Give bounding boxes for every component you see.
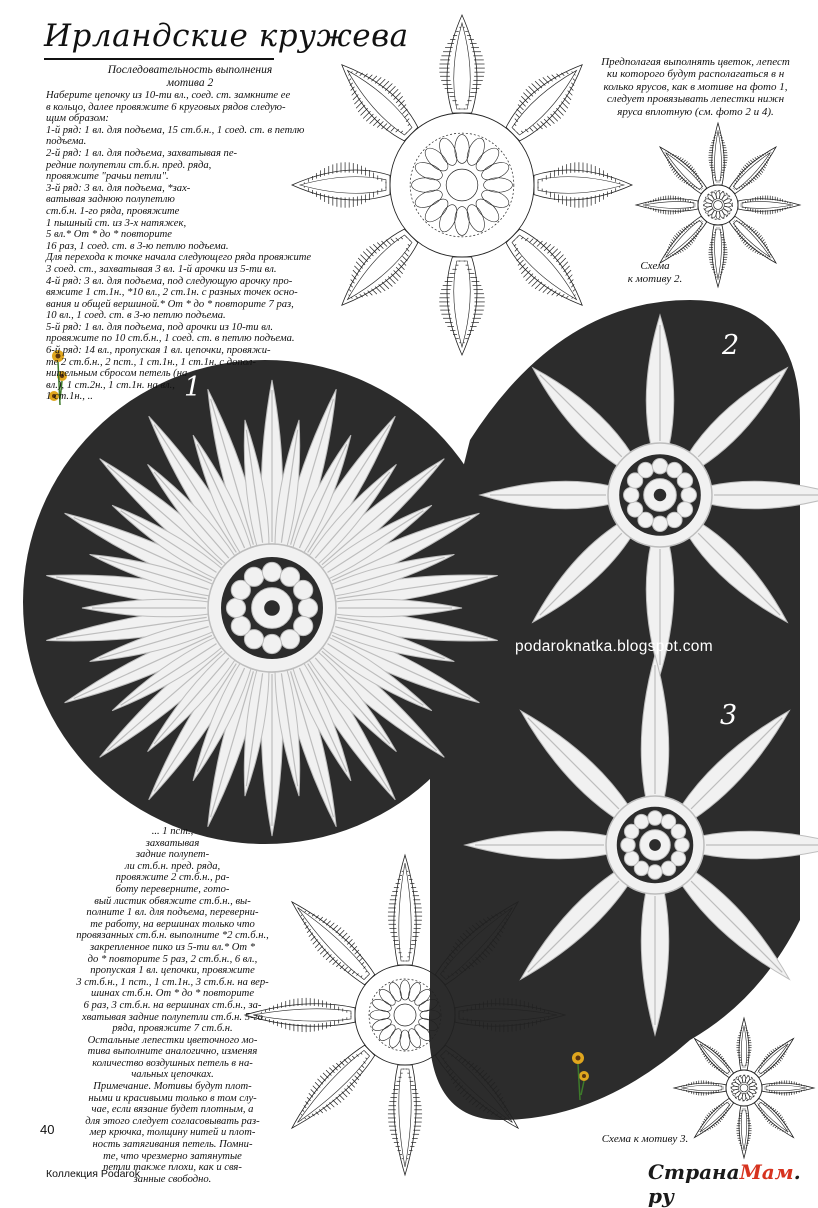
text-line: количество воздушных петель в на-: [60, 1058, 285, 1070]
text-line: 6 раз, 3 ст.б.н. на вершинах ст.б.н., за-: [60, 1000, 285, 1012]
sequence-heading-line: мотива 2: [80, 77, 300, 90]
text-line: 10 вл., 1 соед. ст. в 3-ю петлю подъема.: [46, 310, 311, 322]
text-line: ст.б.н. 1-го ряда, провяжите: [46, 206, 311, 218]
text-line: вания и общей вершиной.* От * до * повторите 7 раз,: [46, 299, 311, 311]
text-line: Примечание. Мотивы будут плот-: [60, 1081, 285, 1093]
instructions-bottom: [60, 826, 285, 1185]
text-line: ватывая заднюю полупетлю: [46, 194, 311, 206]
text-line: занные свободно.: [60, 1174, 285, 1186]
text-line: петли также плохи, как и свя-: [60, 1162, 285, 1174]
text-line: Предполагая выполнять цветок, лепест: [588, 56, 803, 68]
text-line: для этого следует согласовывать раз-: [60, 1116, 285, 1128]
caption-scheme-2: [600, 260, 710, 286]
page-number: 40: [40, 1122, 54, 1137]
title-underline: [44, 58, 274, 60]
photo-label-1: 1: [184, 372, 201, 403]
text-line: до * повторите 5 раз, 2 ст.б.н., 6 вл.,: [60, 954, 285, 966]
text-line: колько ярусов, как в мотиве на фото 1,: [588, 81, 803, 93]
scheme-motif-2-large: [292, 15, 632, 355]
sequence-heading: [80, 64, 300, 90]
text-line: щим образом:: [46, 113, 311, 125]
text-line: полните 1 вл. для подъема, переверни-: [60, 907, 285, 919]
text-line: Наберите цепочку из 10-ти вл., соед. ст. замкните ее: [46, 90, 311, 102]
text-line: 4-й ряд: 3 вл. для подъема, под следующую арочку про-: [46, 276, 311, 288]
text-line: редние полупетли ст.б.н. пред. ряда,: [46, 160, 311, 172]
text-line: Для перехода к точке начала следующего ряда провяжите: [46, 252, 311, 264]
sequence-heading-line: Последовательность выполнения: [80, 64, 300, 77]
text-line: захватывая: [60, 838, 285, 850]
text-line: вл.), 1 ст.2н., 1 ст.1н. на вл.,: [46, 380, 311, 392]
text-line: чальных цепочках.: [60, 1069, 285, 1081]
text-line: в кольцо, далее провяжите 6 круговых рядов следую-: [46, 102, 311, 114]
text-line: нительным сбросом петель (на: [46, 368, 311, 380]
text-line: 16 раз, 1 соед. ст. в 3-ю петлю подъема.: [46, 241, 311, 253]
text-line: провяжите "рачьи петли".: [46, 171, 311, 183]
text-line: задние полупет-: [60, 849, 285, 861]
text-line: ки которого будут располагаться в н: [588, 68, 803, 80]
text-line: пропуская 1 вл. цепочки, провяжите: [60, 965, 285, 977]
text-line: те, что чрезмерно затянутые: [60, 1151, 285, 1163]
text-line: вяжите 1 ст.1н., *10 вл., 2 ст.1н. с разных точек осно-: [46, 287, 311, 299]
text-line: подъема.: [46, 136, 311, 148]
logo-part: . ру: [648, 1160, 801, 1208]
text-line: 3 ст.б.н., 1 пст., 1 ст.1н., 3 ст.б.н. на вер-: [60, 977, 285, 989]
text-line: 5-й ряд: 1 вл. для подъема, под арочки из 10-ти вл.: [46, 322, 311, 334]
text-line: шинах ст.б.н. От * до * повторите: [60, 988, 285, 1000]
caption-line: Схема: [600, 260, 710, 273]
text-line: ли ст.б.н. пред. ряда,: [60, 861, 285, 873]
text-line: 1 ст.1н., ..: [46, 391, 311, 403]
text-line: следует провязывать лепестки нижн: [588, 93, 803, 105]
text-line: 5 вл.* От * до * повторите: [46, 229, 311, 241]
text-line: 3-й ряд: 3 вл. для подъема, *зах-: [46, 183, 311, 195]
collection-label: Коллекция Podarok: [46, 1168, 140, 1180]
text-line: провяжите 2 ст.б.н., ра-: [60, 872, 285, 884]
logo-part: Страна: [648, 1160, 740, 1184]
text-line: 3 соед. ст., захватывая 3 вл. 1-й арочки из 5-ти вл.: [46, 264, 311, 276]
text-line: провяжите по 10 ст.б.н., 1 соед. ст. в петлю подъема.: [46, 333, 311, 345]
text-line: ряда, провяжите 7 ст.б.н.: [60, 1023, 285, 1035]
blog-watermark: podaroknatka.blogspot.com: [515, 638, 713, 656]
site-logo: [648, 1160, 818, 1208]
text-line: тива выполните аналогично, изменяя: [60, 1046, 285, 1058]
text-line: ными и красивыми только в том слу-: [60, 1093, 285, 1105]
photo-label-3: 3: [720, 700, 737, 731]
text-line: чае, если вязание будет плотным, а: [60, 1104, 285, 1116]
text-line: хватывая задние полупетли ст.б.н. 5-го: [60, 1012, 285, 1024]
text-line: 1 пышный ст. из 3-х натяжек,: [46, 218, 311, 230]
text-line: 6-й ряд: 14 вл., пропуская 1 вл. цепочки, провяжи-: [46, 345, 311, 357]
text-line: боту переверните, гото-: [60, 884, 285, 896]
caption-scheme-3: Схема к мотиву 3.: [570, 1133, 720, 1146]
text-line: закрепленное пико из 5-ти вл.* От *: [60, 942, 285, 954]
photo-label-2: 2: [722, 330, 739, 361]
text-line: мер крючка, толщину нитей и плот-: [60, 1127, 285, 1139]
text-line: Остальные лепестки цветочного мо-: [60, 1035, 285, 1047]
text-line: 1-й ряд: 1 вл. для подъема, 15 ст.б.н., 1 соед. ст. в петлю: [46, 125, 311, 137]
text-line: яруса вплотную (см. фото 2 и 4).: [588, 106, 803, 118]
instructions-left: [46, 90, 311, 403]
text-line: провязанных ст.б.н. выполните *2 ст.б.н.,: [60, 930, 285, 942]
text-line: те работу, на вершинах только что: [60, 919, 285, 931]
text-line: 2-й ряд: 1 вл. для подъема, захватывая пе-: [46, 148, 311, 160]
text-line: ность затягивания петель. Помни-: [60, 1139, 285, 1151]
logo-part: Мам: [740, 1160, 794, 1184]
text-line: ... 1 пст.,: [60, 826, 285, 838]
article-title: Ирландские кружева: [44, 18, 409, 54]
note-right: [588, 56, 803, 118]
text-line: те 2 ст.б.н., 2 пст., 1 ст.1н., 1 ст.1н. с допол-: [46, 357, 311, 369]
caption-line: к мотиву 2.: [600, 273, 710, 286]
text-line: вый листик обвяжите ст.б.н., вы-: [60, 896, 285, 908]
